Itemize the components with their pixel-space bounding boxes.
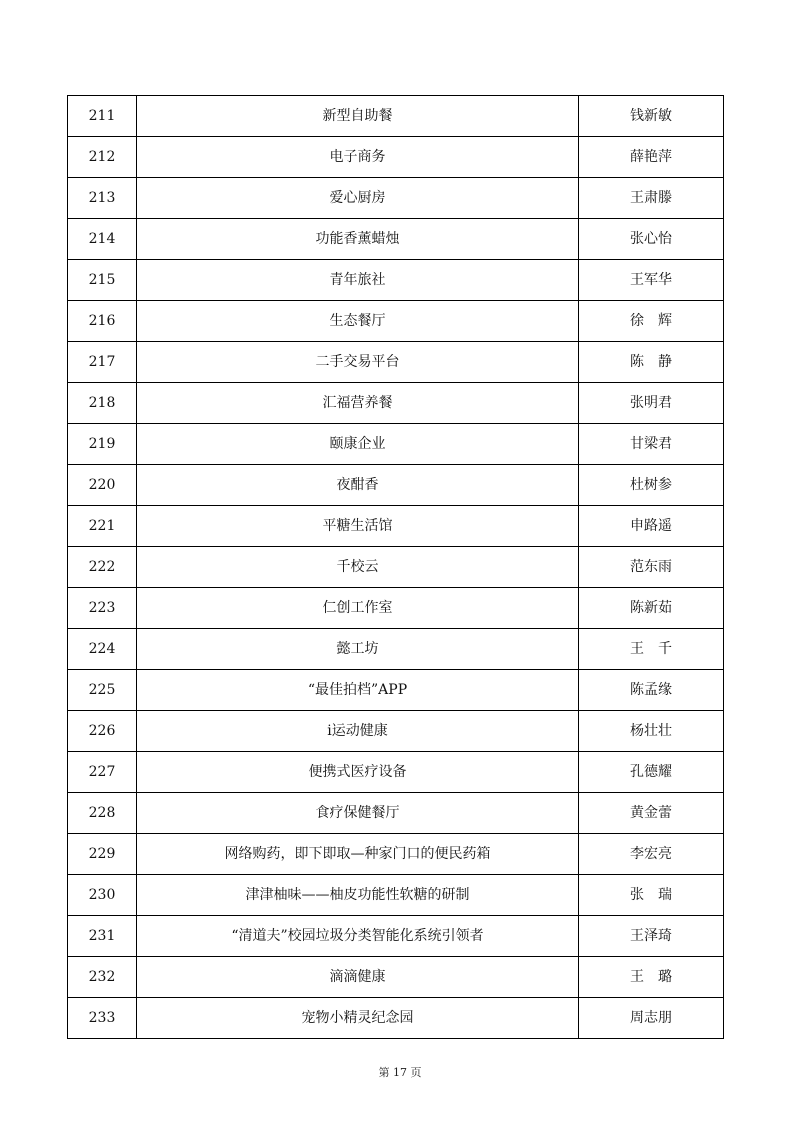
- table-row: [68, 342, 724, 383]
- project-name-cell: 津津柚味——柚皮功能性软糖的研制: [137, 875, 579, 916]
- row-number-cell: 230: [68, 875, 137, 916]
- project-name-cell: 夜酣香: [137, 465, 579, 506]
- person-name-cell: 钱新敏: [579, 96, 724, 137]
- row-number-cell: 233: [68, 998, 137, 1039]
- project-name-cell: 功能香薰蜡烛: [137, 219, 579, 260]
- row-number-cell: 226: [68, 711, 137, 752]
- row-number-cell: 223: [68, 588, 137, 629]
- project-name-cell: 便携式医疗设备: [137, 752, 579, 793]
- person-name-cell: 王肃滕: [579, 178, 724, 219]
- table-row: [68, 588, 724, 629]
- row-number-cell: 214: [68, 219, 137, 260]
- table-row: [68, 998, 724, 1039]
- table-row: [68, 178, 724, 219]
- project-name-cell: 千校云: [137, 547, 579, 588]
- table-row: [68, 670, 724, 711]
- row-number-cell: 213: [68, 178, 137, 219]
- row-number-cell: 215: [68, 260, 137, 301]
- row-number-cell: 220: [68, 465, 137, 506]
- row-number-cell: 224: [68, 629, 137, 670]
- person-name-cell: 孔德耀: [579, 752, 724, 793]
- person-name-cell: 王泽琦: [579, 916, 724, 957]
- table-row: [68, 301, 724, 342]
- table-row: [68, 916, 724, 957]
- table-row: [68, 752, 724, 793]
- person-name-cell: 陈 静: [579, 342, 724, 383]
- row-number-cell: 218: [68, 383, 137, 424]
- row-number-cell: 216: [68, 301, 137, 342]
- project-name-cell: 网络购药，即下即取—种家门口的便民药箱: [137, 834, 579, 875]
- project-name-cell: 爱心厨房: [137, 178, 579, 219]
- table-row: [68, 834, 724, 875]
- table-row: [68, 506, 724, 547]
- row-number-cell: 217: [68, 342, 137, 383]
- project-name-cell: i运动健康: [137, 711, 579, 752]
- person-name-cell: 王 千: [579, 629, 724, 670]
- person-name-cell: 王军华: [579, 260, 724, 301]
- table-row: [68, 957, 724, 998]
- row-number-cell: 232: [68, 957, 137, 998]
- project-name-cell: 汇福营养餐: [137, 383, 579, 424]
- project-name-cell: 二手交易平台: [137, 342, 579, 383]
- row-number-cell: 211: [68, 96, 137, 137]
- person-name-cell: 张 瑞: [579, 875, 724, 916]
- project-name-cell: 颐康企业: [137, 424, 579, 465]
- person-name-cell: 杨壮壮: [579, 711, 724, 752]
- project-name-cell: “最佳拍档”APP: [137, 670, 579, 711]
- person-name-cell: 陈孟缘: [579, 670, 724, 711]
- row-number-cell: 222: [68, 547, 137, 588]
- project-name-cell: 生态餐厅: [137, 301, 579, 342]
- project-name-cell: 青年旅社: [137, 260, 579, 301]
- person-name-cell: 张心怡: [579, 219, 724, 260]
- person-name-cell: 申路遥: [579, 506, 724, 547]
- table-row: [68, 547, 724, 588]
- project-name-cell: 电子商务: [137, 137, 579, 178]
- project-table: [67, 95, 724, 1039]
- person-name-cell: 李宏亮: [579, 834, 724, 875]
- row-number-cell: 219: [68, 424, 137, 465]
- project-name-cell: 平糖生活馆: [137, 506, 579, 547]
- row-number-cell: 227: [68, 752, 137, 793]
- table-body: [68, 96, 724, 1039]
- table-row: [68, 137, 724, 178]
- project-name-cell: 仁创工作室: [137, 588, 579, 629]
- person-name-cell: 杜树参: [579, 465, 724, 506]
- table-row: [68, 424, 724, 465]
- person-name-cell: 黄金蕾: [579, 793, 724, 834]
- row-number-cell: 221: [68, 506, 137, 547]
- table-row: [68, 711, 724, 752]
- project-name-cell: 滴滴健康: [137, 957, 579, 998]
- person-name-cell: 张明君: [579, 383, 724, 424]
- table-row: [68, 465, 724, 506]
- row-number-cell: 228: [68, 793, 137, 834]
- project-name-cell: 懿工坊: [137, 629, 579, 670]
- project-name-cell: “清道夫”校园垃圾分类智能化系统引领者: [137, 916, 579, 957]
- project-name-cell: 食疗保健餐厅: [137, 793, 579, 834]
- person-name-cell: 薛艳萍: [579, 137, 724, 178]
- person-name-cell: 周志朋: [579, 998, 724, 1039]
- row-number-cell: 229: [68, 834, 137, 875]
- table-row: [68, 875, 724, 916]
- row-number-cell: 231: [68, 916, 137, 957]
- table-row: [68, 96, 724, 137]
- project-name-cell: 宠物小精灵纪念园: [137, 998, 579, 1039]
- table-row: [68, 260, 724, 301]
- table-row: [68, 383, 724, 424]
- person-name-cell: 徐 辉: [579, 301, 724, 342]
- person-name-cell: 王 璐: [579, 957, 724, 998]
- project-name-cell: 新型自助餐: [137, 96, 579, 137]
- person-name-cell: 范东雨: [579, 547, 724, 588]
- person-name-cell: 甘梁君: [579, 424, 724, 465]
- person-name-cell: 陈新茹: [579, 588, 724, 629]
- row-number-cell: 225: [68, 670, 137, 711]
- page-number: 第 17 页: [378, 1066, 422, 1079]
- table-row: [68, 629, 724, 670]
- table-row: [68, 219, 724, 260]
- row-number-cell: 212: [68, 137, 137, 178]
- table-row: [68, 793, 724, 834]
